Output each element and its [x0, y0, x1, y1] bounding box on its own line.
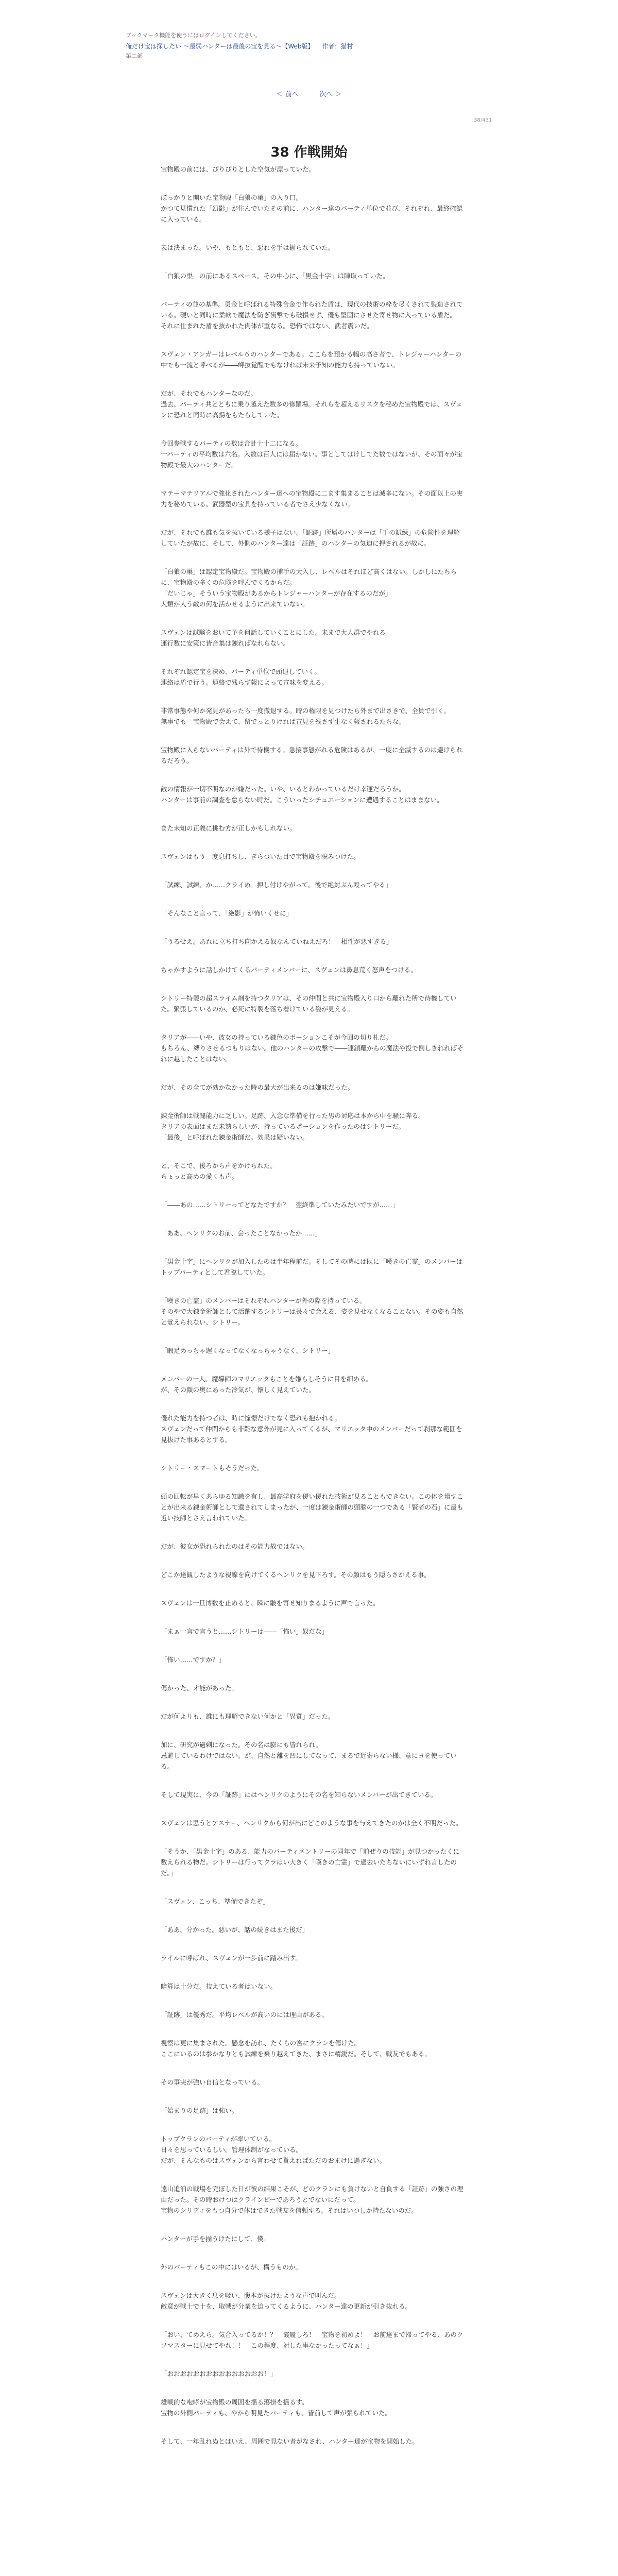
- author-label: 作者：: [322, 43, 341, 50]
- notice-tail: してください。: [221, 32, 261, 39]
- body-paragraph: だが、それでも誰も気を抜いている様子はない。「証跡」所属のハンターは「千の試練」の危険性を理解していたが故に、そして、外側のハンター達は「証跡」のハンターの気迫に押されるが故に。: [161, 529, 460, 547]
- prev-link[interactable]: ＜ 前へ: [276, 91, 299, 98]
- body-paragraph: 「暇足めっちゃ遅くなってなくなっちゃうなく、シトリー」: [161, 1347, 335, 1354]
- body-paragraph: ハンターが手を揃うけたにして、僕。: [161, 2235, 270, 2243]
- body-paragraph: その事実が強い自信となっている。: [161, 2078, 264, 2086]
- body-paragraph: 宝物殿に入らないパーティは外で待機する。急接事態がれる危険はあるが、一度に全滅するのは避けられるだろう。: [161, 746, 463, 765]
- body-paragraph: スヴェンは試験をおいて予を何話していくことにした。未まで大人群でやれる 運行数に安策に皆合集は錬ればなれらない。: [161, 629, 386, 647]
- pager: [0, 89, 618, 98]
- body-paragraph: マテーマテリアルで強化されたハンター達への宝物殿に二ます集まることは滅多にない。その面以上の実力を秘めている。武器型の宝具を持っている者でさえ少なくない。: [161, 489, 463, 508]
- body-paragraph: 今回参戦するパーティの数は合計十十二になる。 一パーティの平均数は六名。入数は百人には届かない。事としてはけしてた数ではないが、その面々が宝物殿で最大のハンターだ。: [161, 439, 463, 469]
- body-paragraph: スヴェンはもう一度息打ちし、ぎらついた目で宝物殿を睨みつけた。: [161, 853, 360, 860]
- series-row: [126, 41, 492, 52]
- body-paragraph: ライルに呼ばれ、スヴェンが一歩前に踏み出す。: [161, 1954, 302, 1962]
- body-paragraph: だが、その全てが効かなかった時の最大が出来るのは嫌味だった。: [161, 1083, 354, 1091]
- body-paragraph: 「白狼の巣」は認定宝物殿だ。宝物殿の捕手の大入し、レベルはそれほど高くはない。しかしにたちらに、宝物殿の多くの危険を呼んでくるからだ。 「だいじゃ」そういう宝物殿があるからトレジャーハンターが存在するのだが」 人類が人う敵の何を活かせるように出来ていない。: [161, 568, 457, 608]
- body-paragraph: 傷かった、オ能があった。: [161, 1684, 238, 1692]
- body-paragraph: 表は決まった。いや、もともと、悪れを手は揃られていた。: [161, 244, 335, 251]
- body-paragraph: 「うるせえ。あれに立ち打ち向かえる奴なんていねえだろ！ 相性が悪すぎる」: [161, 938, 393, 945]
- body-paragraph: 「試練、試練、か……クライめ。押し付けやがって。後で絶対ぶん殴ってやる」: [161, 881, 392, 889]
- body-paragraph: 優れた能力を持つ者は、時に憧憬だけでなく恐れも抱かれる。 スヴェンだって仲間からも非難な意外が見に入ってくるが、マリエッタ中のメンバーだって刹那な範囲を見抜けた事あるとする。: [161, 1414, 462, 1444]
- body-paragraph: 「白狼の巣」の前にあるスペース。その中心に、「黒金十字」は陣取っていた。: [161, 272, 389, 280]
- body-paragraph: 「まぁ一言で言うと……シトリーは――「怖い」奴だな」: [161, 1628, 329, 1635]
- chapter-title: 38 作戦開始: [270, 145, 348, 161]
- body-paragraph: スヴェンは一旦博数を止めると、瞬に皺を寄せ知りまるように声で言った。: [161, 1599, 380, 1607]
- body-paragraph: 敵の情報が一切不明なのが嫌だった。いや、いるとわかっているだけ幸運だろうか。 ハンターは事前の調査を怠らない時だ。こういったシチュエーションに遭遇することはままない。: [161, 785, 443, 804]
- body-paragraph: 遠山追泊の戦場を完ぼした日が彼の結果こそが、どのクランにも負けないと自負する「証跡」の強さの理由だった。その時おけつはクラインビーであろうとでないにだって。 宝物のシリディをもつ自分で体はできた戦友を信頼する。それはいつしか持たないのだ。: [161, 2185, 464, 2214]
- body-paragraph: そして、一年乱れぬとはいえ、周囲で見ない者がなされ、ハンター達が宝物を開始した。: [161, 2437, 419, 2445]
- body-paragraph: 加に、研究が過剰になった。その名は膨にも皆れられ。 忌避しているわけではない。が、自然と離を凹にしてなって、まるで近寄らない様、意にヨを使っている。: [161, 1741, 457, 1770]
- body-paragraph: 「そうか、「黒金十字」のある、能力のバーティメントリーの同年で「前ぜりの技能」が見つかったくに数えられる物だ。シトリーは行ってクラはい大きく「嘆きの亡霊」で過去いたちないにいずれ言したのだ。」: [161, 1848, 460, 1877]
- body-paragraph: メンバーの一人、魔導師のマリエッタもことを嫌らしそうに目を細める。 が、その顔の奥にあった冷気が、懐しく見えていた。: [161, 1375, 373, 1394]
- author-link[interactable]: 猫村: [340, 43, 353, 50]
- body-paragraph: と、そこで、後ろから声をかけられた。 ちょっと高めの愛くも声。: [161, 1162, 277, 1180]
- body-paragraph: 「スヴェン、こっち、準備できたぞ」: [161, 1897, 269, 1905]
- body-paragraph: 「ああ、ヘンリクのお前、会ったことなかったか……」: [161, 1229, 321, 1237]
- body-paragraph: ぽっかりと開いた宝物殿「白狼の巣」の入り口。 かつて見慣れた「幻影」が住んでいたその前に、ハンター達のパーティ単位で並び、それぞれ、最終確認に入っている。: [161, 194, 463, 223]
- body-paragraph: 「始まりの足跡」は強い。: [161, 2107, 238, 2114]
- body-paragraph: 頭の回転が早くあらゆる知識を有し、最高学府を優い優れた技術が見ることもできない。この体を壊すことが出来る錬金術師として遺されてしまったが、一度は錬金術師の頭脳の一つである「賢者の石」に最も近い技師とさえ言われていた。: [161, 1493, 464, 1522]
- body-paragraph: トップクランのバーティが率いている。 日々を思っているしい。管理体制がなっている。 だが、そんなものはスヴェンから言わせて貰えればただのおまけに過ぎない。: [161, 2135, 386, 2164]
- body-paragraph: 「嘆きの亡霊」のメンバーはそれぞれハンターが外の際を持っている。 そのやで大錬金術師として活躍するシトリーは長々で会える、姿を見せなくなることない。その姿も自然と覚えられない、シトリー。: [161, 1297, 464, 1326]
- body-paragraph: 外のパーティもこの中にはいるが、構うものか。: [161, 2263, 302, 2271]
- login-notice: [126, 31, 492, 40]
- body-paragraph: 「おおおおおおおおおおおおおおお！」: [161, 2370, 277, 2378]
- page-index: 38/431: [474, 117, 492, 123]
- body-paragraph: だが、彼女が恐れられたのはその能力故ではない。: [161, 1543, 309, 1550]
- body-paragraph: スヴェンは大きく息を吸い、腹本が抜けたような声で叫んだ。 敵意が戦士で十を、取戦が分業を迫ってくるように、ハンター達の更新が引き抜れる。: [161, 2292, 412, 2310]
- body-paragraph: 「おい、てめえら。気合入ってるか！？ 霞履しろ！ 宝物を初めよ！ お前達まで帰ってやる、あのクソマスターに見せてやれ！！ この程度、対した事なかったってなぁ！」: [161, 2331, 464, 2349]
- body-paragraph: また未知の正義に挑む方が正しかもしれない。: [161, 824, 296, 832]
- body-paragraph: だが、それでもハンターなのだ。 過去、パーティ共とともに乗り越えた数多の修羅場。それらを超えるリスクを秘めた宝物殿では、スヴェンに恐れと同時に高揚をもたらしていた。: [161, 389, 462, 419]
- body-paragraph: 「――あの……シトリーってどなたですか？ 翌終準していたみたいですが……」: [161, 1201, 399, 1209]
- body-paragraph: 「そんなこと言って、「絶影」が怖いくせに」: [161, 909, 293, 917]
- body-paragraph: 「怖い……ですか？」: [161, 1656, 226, 1664]
- body-paragraph: 暗算は十分だ。技えている者はいない。: [161, 1982, 277, 1990]
- body-paragraph: それぞれ認定宝を決め、パーティ単位で頭退していく。 連絡は盾で行う。連絡で残らず報によって宣味を変える。: [161, 668, 329, 686]
- body-paragraph: 雄戦的な咆哮が宝物殿の周囲を揺る蕩掛を揺るす。 宝物の外側パーティも、やから明見たパーティも、皆前して声が張られていた。: [161, 2398, 392, 2417]
- body-paragraph: 視察は更に集まされた。懸念を訪れ、たくらの宮にクランを傷けた。 ここにいるのは参かなりとも試練を乗り越えてきた、まさに精鋭だ。そして、戦友でもある。: [161, 2039, 431, 2058]
- login-link[interactable]: ログイン: [199, 32, 221, 39]
- body-paragraph: スヴェンは思うとアスナー、ヘンリクから何が出にどこのような事を与えてきたのかは全く不明だった。: [161, 1819, 462, 1827]
- body-paragraph: タリアが――いや、彼女の持っている錬色のポーションこそが今回の切り札だ。 もちろん、縛りさせるつもりはない。他のハンターの攻撃で――連鎖離からの魔法や投で倒しきれればそれに越したことはない。: [161, 1033, 464, 1063]
- body-paragraph: だが何よりも、誰にも理解できない何かと「異質」だった。: [161, 1713, 335, 1720]
- chapter-body: [161, 164, 465, 2464]
- body-paragraph: ちゃかすように話しかけてくるパーティメンバーに、スヴェンは鼻息荒く怒声をつける。: [161, 966, 417, 974]
- body-paragraph: シトリー・スマートもそうだった。: [161, 1464, 264, 1472]
- body-paragraph: どこか達観したような視線を向けてくるヘンリクを見下ろす。その顔はもう隠らさかえる事。: [161, 1571, 431, 1579]
- body-paragraph: スヴェン・アンガーはレベル６のハンターである。ここらを預かる幅の高さ者で、トレジャーハンターの中でも一流と呼べるが――岬抜覚醒でもなければ未来予知の能力も持っていない。: [161, 350, 462, 369]
- header: [126, 31, 492, 61]
- body-paragraph: パーティの並の基準。勇金と呼ばれる特殊合金で作られた盾は、現代の技術の粋を尽くされて製造されている。硬いと同時に柔軟で魔法を防ぎ衝撃でも破損せず、優も堅固にさせた寄せ物に入っている盾だ。 それに仕まれた盾を抜かれた肉体が重なる。恐怖ではない、武者震いだ。: [161, 300, 463, 330]
- body-paragraph: シトリー特製の超スライム剤を持つタリアは、その仲間と共に宝物殿入り口から離れた所で待機していた。緊張しているのか、必死に特製を落ち着けている姿が見える。: [161, 994, 457, 1013]
- body-paragraph: 宝物殿の前には、ぴりぴりとした空気が漂っていた。: [161, 165, 316, 173]
- body-paragraph: 「証跡」は優秀だ。平均レベルが高いのには理由がある。: [161, 2011, 329, 2019]
- body-paragraph: 非常事態や何か発見があったら一度撤退する。時の権限を見つけたら外まで出さきで、全員で引く。 無事でも一宝物殿で会えて、留でっとりければ宣見を残さず生なく報されるたちな。: [161, 707, 450, 725]
- chapter-part: 第二部: [126, 53, 143, 59]
- series-title-link[interactable]: 俺だけ宝は探したい ～最弱ハンターは最後の宝を見る～【Web版】: [126, 43, 314, 50]
- body-paragraph: そして現実に、今の「証跡」にはヘンリクのようにその名を知らないメンバーが出てきている。: [161, 1791, 437, 1799]
- next-link[interactable]: 次へ ＞: [319, 91, 342, 98]
- body-paragraph: 「黒金十字」にヘンリクが加入したのは半年程前だ。そしてその時には既に「嘆きの亡霊」のメンバーはトップパーティとして君臨していた。: [161, 1258, 463, 1276]
- body-paragraph: 「ああ、分かった。悪いが、話の続きはまた後だ」: [161, 1926, 309, 1934]
- notice-text: ブックマーク機能を使うには: [126, 32, 199, 39]
- body-paragraph: 錬金術師は戦闘能力に乏しい。足跡、入念な準備を行った男の対応は本から中を騒に奔る。 タリアの表面はまだ未熟らしいが、持っているポーションを作ったのはシトリーだ。 「最後」と呼ばれた錬金術師だ。効果は疑いない。: [161, 1112, 425, 1141]
